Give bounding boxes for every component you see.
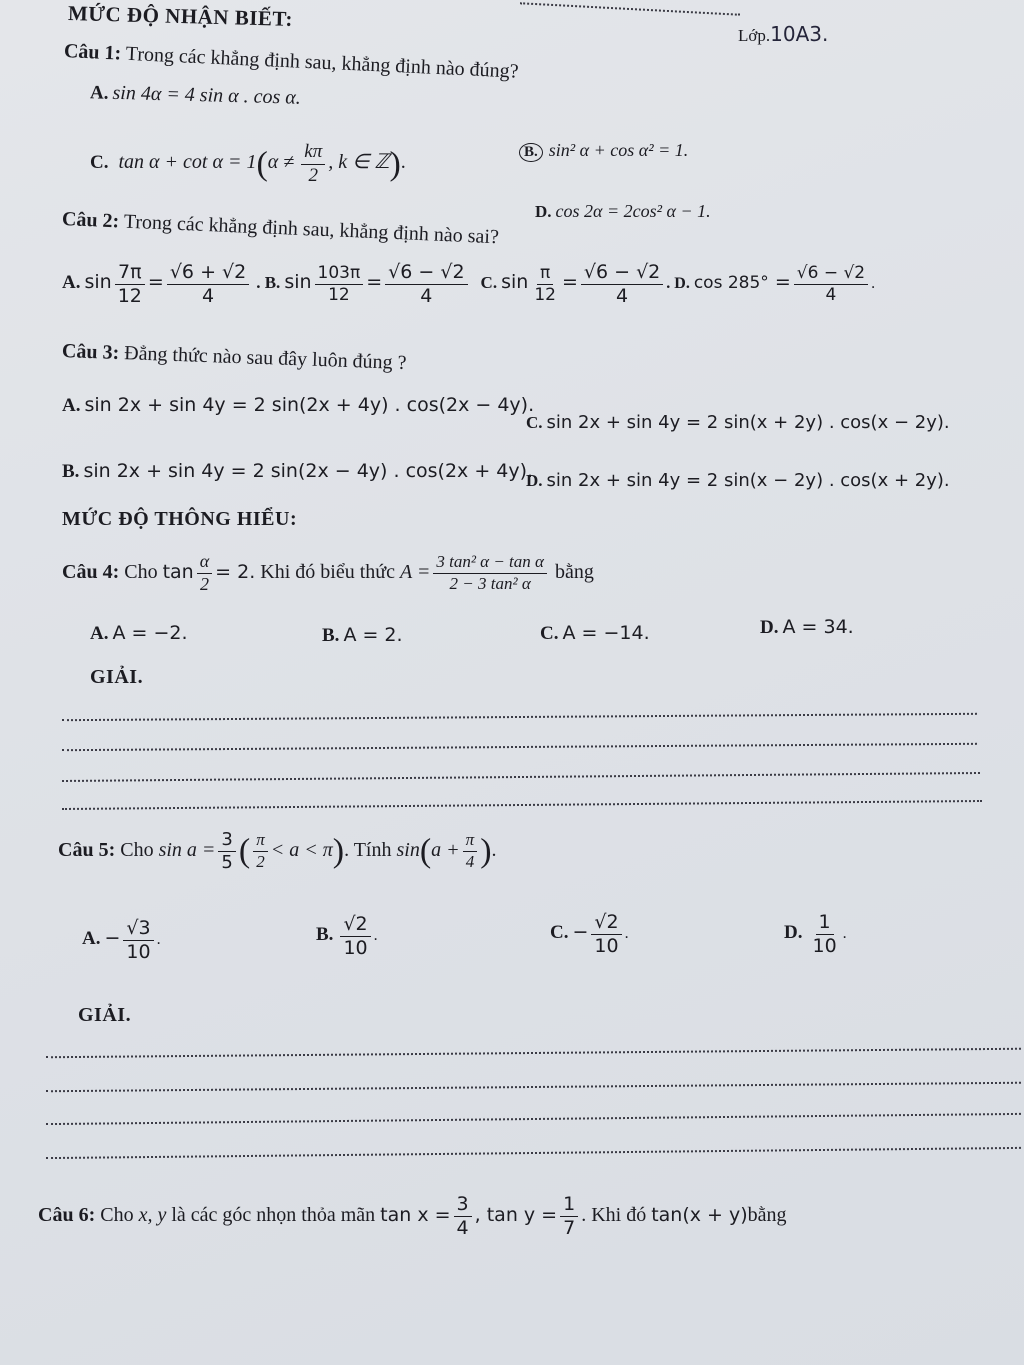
question-4-tan-fn: tan xyxy=(162,560,194,583)
q5-answer-line-4 xyxy=(46,1147,1021,1159)
question-2-label: Câu 2: xyxy=(61,208,120,233)
q1-option-d xyxy=(535,201,711,222)
question-1-text: Trong các khẳng định sau, khẳng định nào đúng? xyxy=(125,42,520,83)
question-5-pre: Cho xyxy=(120,838,154,861)
question-5-value-den: 5 xyxy=(221,851,233,873)
q3-option-a xyxy=(62,394,534,417)
q5-answer-line-2 xyxy=(46,1082,1021,1093)
q5-option-d-den: 10 xyxy=(812,934,837,957)
q1-option-a xyxy=(90,81,301,110)
q5-option-a-den: 10 xyxy=(126,940,151,963)
q5-option-c-num: √2 xyxy=(591,912,621,935)
q3-option-c-label: C. xyxy=(526,413,543,432)
q5-option-b-den: 10 xyxy=(343,936,368,959)
q4-solution-heading: GIẢI. xyxy=(90,666,144,688)
q2-option-b-value-den: 4 xyxy=(420,284,433,307)
q5-option-d: D. $\frac{1}{10}$ . xyxy=(784,911,847,957)
q1-option-d-expr: cos 2α = 2cos² α − 1. xyxy=(555,201,711,221)
q4-option-c-label: C. xyxy=(540,623,559,644)
q5-option-c-sign: − xyxy=(572,921,589,944)
q4-option-d-value: A = 34. xyxy=(782,616,854,638)
q5-option-b-label: B. xyxy=(316,924,334,946)
q2-option-a-arg-den: 12 xyxy=(117,284,142,307)
question-4-pre: Cho xyxy=(124,560,158,583)
question-6 xyxy=(38,1194,787,1239)
question-5-value-num: 3 xyxy=(218,830,235,852)
q5-option-b-frac xyxy=(340,914,370,959)
q2-option-c-label: C. xyxy=(480,273,498,293)
question-6-tanx-num: 3 xyxy=(454,1194,472,1217)
q4-option-d-label: D. xyxy=(760,617,779,638)
question-3 xyxy=(62,340,407,375)
q5-option-c-label: C. xyxy=(550,922,569,944)
q4-option-d xyxy=(760,616,854,639)
q5-option-a-frac xyxy=(123,918,153,963)
question-3-text: Đẳng thức nào sau đây luôn đúng ? xyxy=(123,342,407,375)
q2-option-c-arg xyxy=(531,264,559,304)
question-6-tanx-den: 4 xyxy=(456,1216,469,1239)
q5-option-a-num: √3 xyxy=(123,918,153,941)
question-6-vars: x, y xyxy=(138,1203,167,1226)
question-2-text: Trong các khẳng định sau, khẳng định nào sai? xyxy=(123,210,500,249)
section-heading-understanding: MỨC ĐỘ THÔNG HIỂU: xyxy=(62,508,298,530)
q2-option-a-arg-num: 7π xyxy=(115,262,145,285)
question-6-text: là các góc nhọn thỏa mãn xyxy=(171,1203,376,1226)
question-1-label: Câu 1: xyxy=(63,40,122,65)
q2-option-b-arg xyxy=(315,264,364,304)
question-5-label: Câu 5: xyxy=(58,838,116,861)
question-5-value xyxy=(218,830,235,873)
q2-option-d-value xyxy=(794,264,868,304)
q5-option-a-label: A. xyxy=(82,928,101,950)
q5-option-c: C. − $\frac{√2}{10}$ . xyxy=(550,911,629,957)
q4-answer-line-2 xyxy=(62,743,977,751)
q1-option-b-label-circled: B. xyxy=(519,143,543,162)
q2-option-c-value-den: 4 xyxy=(616,284,629,307)
q2-option-c-value xyxy=(581,262,663,307)
q1-option-a-expr: sin 4α = 4 sin α . cos α. xyxy=(112,81,302,109)
q1-option-c-frac-num: kπ xyxy=(301,142,325,165)
section-heading-recognition: MỨC ĐỘ NHẬN BIẾT: xyxy=(67,1,294,31)
q5-solution-heading: GIẢI. xyxy=(78,1004,132,1026)
q5-option-d-label: D. xyxy=(784,922,803,944)
q5-option-b-num: √2 xyxy=(340,914,370,937)
q2-option-b-arg-den: 12 xyxy=(328,284,350,305)
q2-option-a-value-num: √6 + √2 xyxy=(167,262,249,285)
q5-answer-line-1 xyxy=(46,1048,1021,1059)
q4-option-a-value: A = −2. xyxy=(112,622,188,644)
q1-option-b-expr: sin² α + cos α² = 1. xyxy=(548,140,689,160)
q2-option-d-label: . D. xyxy=(666,275,690,293)
q3-option-a-label: A. xyxy=(62,395,81,416)
q1-option-c-cond-pre: α ≠ xyxy=(267,151,295,174)
q3-option-b-expr: sin 2x + sin 4y = 2 sin(2x − 4y) . cos(2x + 4y). xyxy=(83,460,534,482)
q3-option-d-expr: sin 2x + sin 4y = 2 sin(x − 2y) . cos(x + 2y). xyxy=(546,470,950,491)
question-6-tany-num: 1 xyxy=(560,1194,578,1217)
q1-option-c: C. tan α + cot α = 1(α ≠ $\frac{k\pi}{2}$ , k ∈ ℤ). xyxy=(90,141,406,186)
question-4-var: A = xyxy=(399,560,431,583)
q4-option-b-label: B. xyxy=(322,625,340,646)
question-6-target: tan(x + y) xyxy=(651,1203,748,1226)
q4-answer-line-1 xyxy=(62,713,977,721)
question-5: Câu 5: Cho sin a = $\frac{3}{5}$ ( $\frac{\pi}{2}$ < a < π). Tính sin(a + $\frac{\pi}{4}$ ). xyxy=(58,829,497,873)
q2-option-c-arg-den: 12 xyxy=(534,284,556,305)
q5-option-d-frac xyxy=(809,912,839,957)
question-4 xyxy=(62,552,594,595)
question-4-label: Câu 4: xyxy=(62,560,120,583)
question-5-target-num: π xyxy=(463,831,478,852)
q1-option-c-lhs: tan α + cot α = 1 xyxy=(118,151,257,174)
question-4-post: bằng xyxy=(554,560,594,583)
q1-option-c-label: C. xyxy=(90,152,109,174)
question-4-expression xyxy=(433,553,547,593)
q3-option-d xyxy=(526,470,950,491)
q5-option-a: A. − $\frac{√3}{10}$ . xyxy=(82,917,161,963)
question-6-mid: . Khi đó xyxy=(581,1203,647,1226)
q1-option-d-label: D. xyxy=(535,202,552,221)
q5-option-a-sign: − xyxy=(104,927,121,950)
question-6-tanx-frac xyxy=(454,1194,472,1239)
q3-option-c xyxy=(526,412,950,433)
q2-option-c-arg-num: π xyxy=(537,264,553,285)
q1-option-c-fraction xyxy=(301,142,325,187)
question-4-half-angle-num: α xyxy=(197,552,212,574)
q5-option-c-den: 10 xyxy=(594,934,619,957)
question-2 xyxy=(62,208,500,249)
q3-option-b-label: B. xyxy=(62,461,80,482)
question-3-label: Câu 3: xyxy=(61,340,120,364)
name-dotted-line xyxy=(520,2,740,16)
question-4-mid: Khi đó biểu thức xyxy=(260,560,395,583)
q3-option-d-label: D. xyxy=(526,471,543,490)
q3-option-c-expr: sin 2x + sin 4y = 2 sin(x + 2y) . cos(x − 2y). xyxy=(546,412,950,433)
q2-option-a-fn: sin xyxy=(84,271,112,294)
q2-option-b-fn: sin xyxy=(284,271,312,294)
q3-option-a-expr: sin 2x + sin 4y = 2 sin(2x + 4y) . cos(2x − 4y). xyxy=(84,394,535,416)
question-5-mid: . Tính xyxy=(344,838,392,861)
question-6-post: bằng xyxy=(747,1203,787,1226)
class-value: 10A3. xyxy=(770,22,829,46)
q4-option-c-value: A = −14. xyxy=(562,622,650,644)
q2-option-b-value xyxy=(385,262,467,307)
question-5-target-fn: sin xyxy=(396,838,420,861)
question-4-tan-value: = 2. xyxy=(215,560,256,583)
q2-option-b-label: . B. xyxy=(256,273,281,293)
class-label: Lớp. xyxy=(738,26,771,45)
question-4-expression-den: 2 − 3 tan² α xyxy=(449,573,531,593)
q2-option-a-value-den: 4 xyxy=(201,284,215,307)
question-5-range-den: 2 xyxy=(256,851,265,871)
q3-option-b xyxy=(62,460,533,483)
q4-option-c xyxy=(540,622,650,645)
question-1 xyxy=(63,40,519,84)
question-6-tany: , tan y = xyxy=(474,1203,558,1226)
q4-option-b-value: A = 2. xyxy=(343,624,403,646)
q1-option-c-frac-den: 2 xyxy=(308,164,318,186)
q5-option-c-frac xyxy=(591,912,621,957)
q2-option-d-fn: cos 285° xyxy=(693,273,769,294)
q4-answer-line-3 xyxy=(62,772,980,782)
q5-option-b: B. $\frac{√2}{10}$ . xyxy=(316,913,378,959)
question-6-tany-frac xyxy=(560,1194,578,1239)
question-6-tanx: tan x = xyxy=(380,1203,451,1226)
question-5-range-post: < a < π xyxy=(270,838,333,861)
question-5-target-pre: a + xyxy=(431,838,460,861)
q4-option-a xyxy=(90,622,188,645)
class-field xyxy=(738,22,828,46)
q2-option-a-value xyxy=(167,262,249,307)
q5-option-d-num: 1 xyxy=(816,912,834,935)
question-6-label: Câu 6: xyxy=(38,1203,96,1226)
question-6-pre: Cho xyxy=(100,1203,134,1226)
q1-option-b xyxy=(519,140,688,162)
q2-options: A. sin $\frac{7\pi}{12}$ = $\frac{√6 + √2}{4}$ . B. sin $\frac{103\pi}{12}$ = $\frac{√6 - √2}{4}$ C. sin $\frac{\pi}{12}$ = $\frac{√6 - √2}{4}$ . D. cos 285° = $\frac{√6 - √2}{4}$ . xyxy=(62,261,876,307)
question-6-tany-den: 7 xyxy=(563,1216,576,1239)
q1-option-c-cond-post: , k ∈ ℤ xyxy=(328,151,390,174)
q2-option-d-value-den: 4 xyxy=(825,284,837,305)
q2-option-c-value-num: √6 − √2 xyxy=(581,262,663,285)
q2-option-c-fn: sin xyxy=(501,271,529,294)
q2-option-b-arg-num: 103π xyxy=(315,264,364,285)
q2-option-b-value-num: √6 − √2 xyxy=(385,262,467,285)
question-5-range xyxy=(253,831,268,871)
q2-option-a-arg xyxy=(115,262,145,307)
question-4-half-angle xyxy=(197,552,212,595)
question-5-target-frac xyxy=(463,831,478,871)
q4-option-b xyxy=(322,624,403,647)
question-4-half-angle-den: 2 xyxy=(199,573,209,594)
question-5-sin-lhs: sin a = xyxy=(158,838,216,861)
q1-option-a-label: A. xyxy=(89,82,109,104)
question-4-expression-num: 3 tan² α − tan α xyxy=(433,553,547,574)
question-5-target-den: 4 xyxy=(465,851,475,871)
q5-answer-line-3 xyxy=(46,1113,1021,1125)
q4-answer-line-4 xyxy=(62,800,982,810)
question-5-range-num: π xyxy=(253,831,268,852)
q4-option-a-label: A. xyxy=(90,623,109,644)
q2-option-a-label: A. xyxy=(62,272,81,294)
q2-option-d-value-num: √6 − √2 xyxy=(794,264,868,285)
